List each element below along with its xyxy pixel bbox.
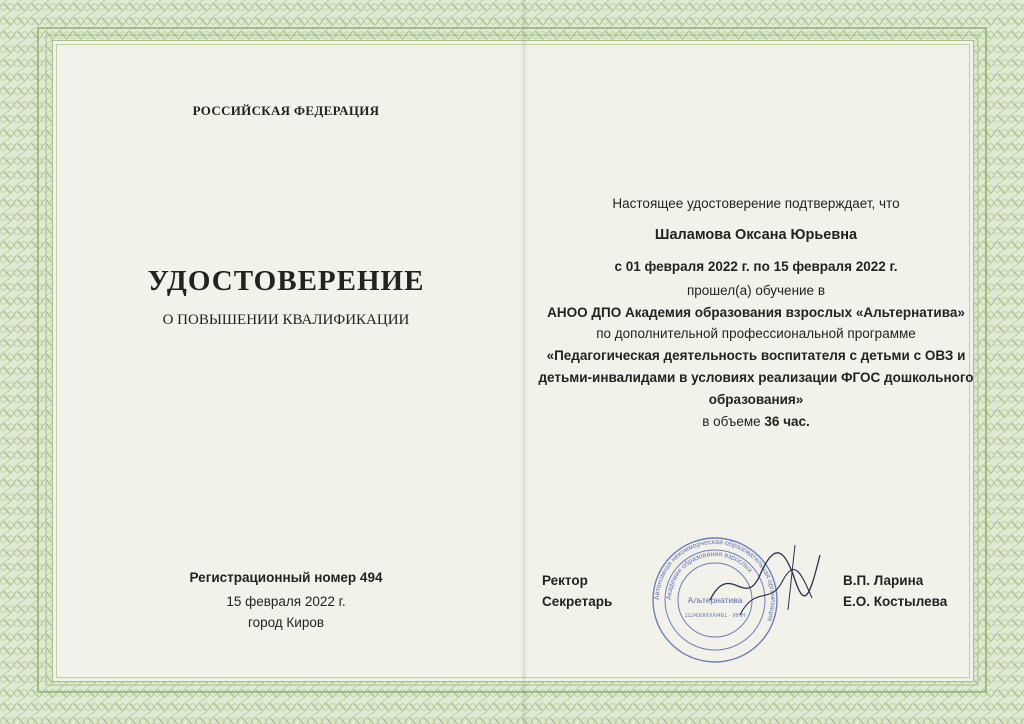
program-title-line-3: образования»: [708, 392, 804, 407]
passed-text: прошел(а) обучение в: [686, 283, 825, 298]
secretary-label: Секретарь: [542, 594, 613, 609]
document-title: УДОСТОВЕРЕНИЕ: [147, 265, 425, 297]
stamp-middle-text: Академия образования взрослых: [665, 550, 754, 601]
program-title-line-1: «Педагогическая деятельность воспитателя с детьми с ОВЗ и: [546, 348, 966, 363]
program-title-line-2: детьми-инвалидами в условиях реализации ФГОС дошкольного: [538, 370, 974, 385]
training-period: с 01 февраля 2022 г. по 15 февраля 2022 г.: [614, 259, 898, 274]
volume-line: [527, 414, 985, 429]
registration-number: Регистрационный номер 494: [189, 570, 383, 585]
rector-name: В.П. Ларина: [843, 573, 924, 588]
organization-name: АНОО ДПО Академия образования взрослых «Альтернатива»: [547, 305, 965, 320]
stamp-id-text: 1124300000461 · ИНН: [684, 613, 746, 619]
volume-prefix: в объеме: [702, 414, 761, 429]
volume-value: 36 час.: [764, 414, 810, 429]
rector-label: Ректор: [542, 573, 588, 588]
holder-name: Шаламова Оксана Юрьевна: [654, 227, 858, 243]
program-intro: по дополнительной профессиональной программе: [596, 326, 916, 341]
intro-text: Настоящее удостоверение подтверждает, что: [612, 196, 900, 211]
stamp-center-text: Альтернатива: [687, 595, 743, 605]
secretary-name: Е.О. Костылева: [843, 594, 948, 609]
issue-date: 15 февраля 2022 г.: [226, 594, 346, 609]
handwritten-signature: [700, 540, 830, 620]
country-heading: РОССИЙСКАЯ ФЕДЕРАЦИЯ: [192, 103, 380, 118]
document-subtitle: О ПОВЫШЕНИИ КВАЛИФИКАЦИИ: [162, 312, 410, 328]
left-page: [52, 40, 520, 680]
issue-city: город Киров: [247, 615, 325, 630]
stamp-outer-text: Автономная некоммерческая образовательная организация: [653, 538, 777, 622]
